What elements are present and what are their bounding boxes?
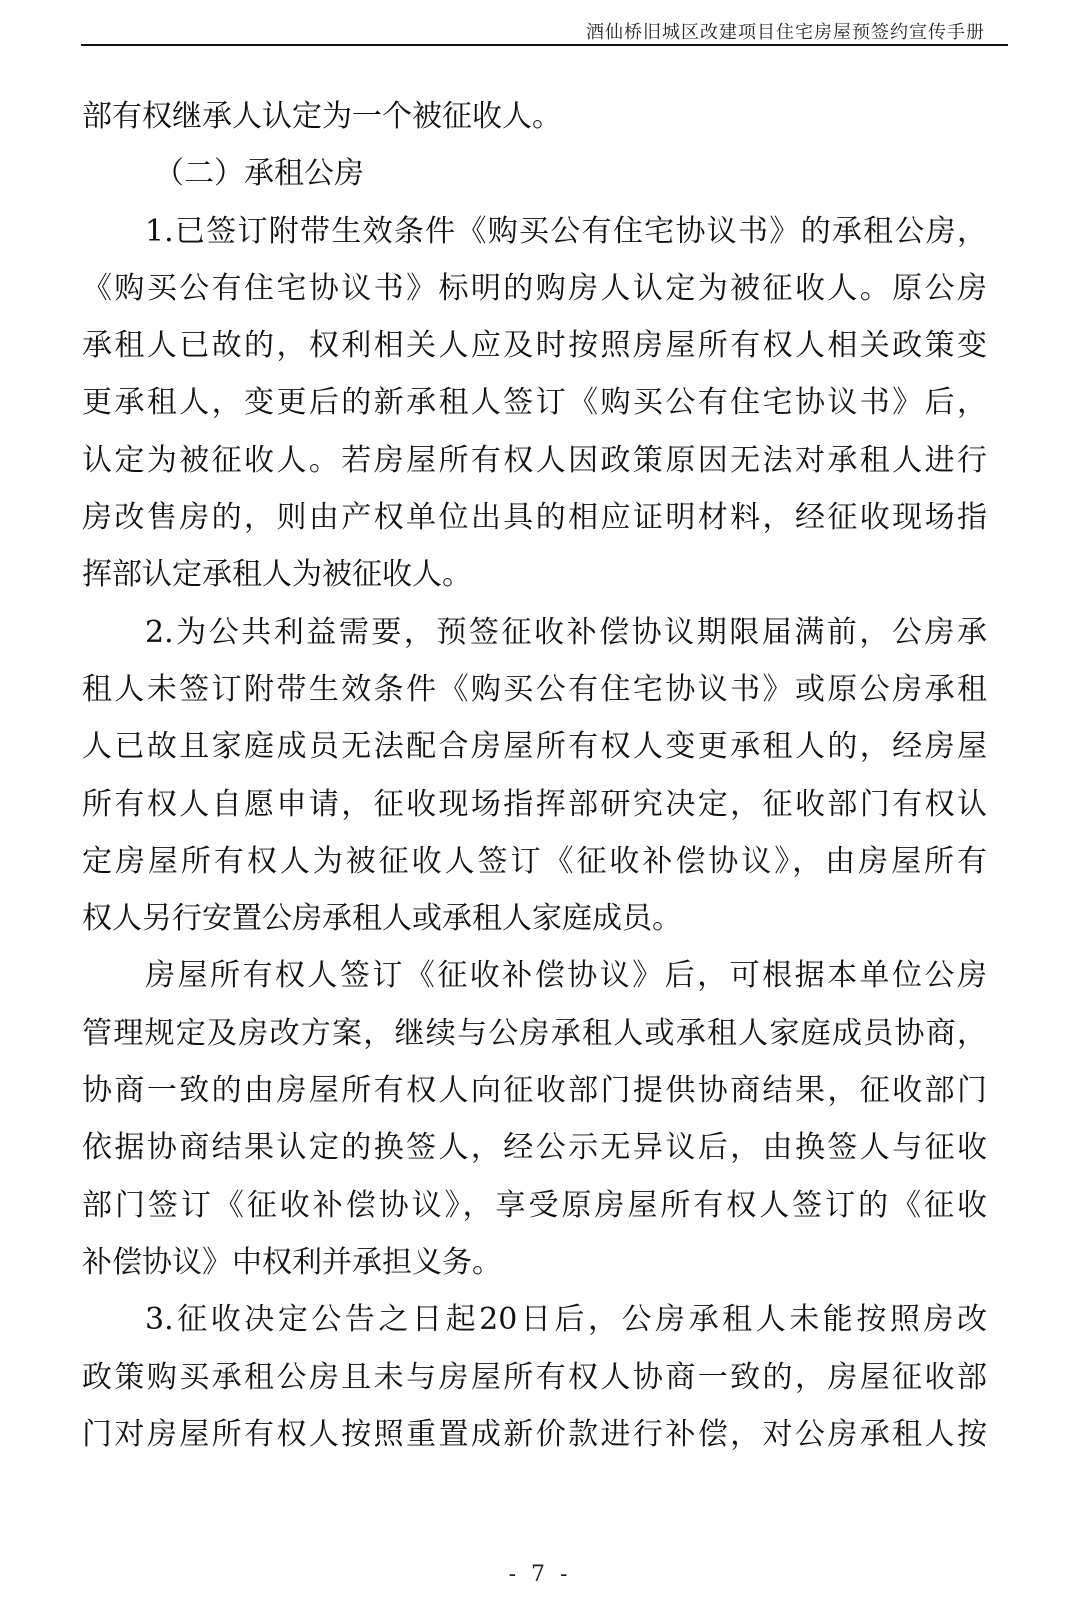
- paragraph-line: 依据协商结果认定的换签人，经公示无异议后，由换签人与征收: [82, 1130, 987, 1166]
- document-body: [82, 88, 987, 1463]
- paragraph-line: 权人另行安置公房承租人或承租人家庭成员。: [82, 901, 682, 937]
- paragraph-line: 《购买公有住宅协议书》标明的购房人认定为被征收人。原公房: [82, 270, 987, 306]
- paragraph-line: 房屋所有权人签订《征收补偿协议》后，可根据本单位公房: [145, 958, 987, 994]
- paragraph-line: 门对房屋所有权人按照重置成新价款进行补偿，对公房承租人按: [82, 1416, 987, 1452]
- section-heading: （二）承租公房: [154, 156, 364, 192]
- paragraph-line: 所有权人自愿申请，征收现场指挥部研究决定，征收部门有权认: [82, 786, 987, 822]
- document-title: 酒仙桥旧城区改建项目住宅房屋预签约宣传手册: [586, 22, 985, 43]
- paragraph-line: 更承租人，变更后的新承租人签订《购买公有住宅协议书》后，: [82, 385, 987, 421]
- paragraph-line: 部门签订《征收补偿协议》，享受原房屋所有权人签订的《征收: [82, 1187, 987, 1223]
- page-number: - 7 -: [508, 1562, 572, 1587]
- paragraph-line: 2.为公共利益需要，预签征收补偿协议期限届满前，公房承: [145, 614, 987, 650]
- header-divider: [81, 44, 1008, 46]
- paragraph-line: 认定为被征收人。若房屋所有权人因政策原因无法对承租人进行: [82, 442, 987, 478]
- paragraph-line: 3.征收决定公告之日起20日后，公房承租人未能按照房改: [145, 1302, 987, 1338]
- paragraph-line: 管理规定及房改方案，继续与公房承租人或承租人家庭成员协商，: [82, 1015, 987, 1051]
- paragraph-line: 1.已签订附带生效条件《购买公有住宅协议书》的承租公房，: [145, 213, 987, 249]
- paragraph-line: 补偿协议》中权利并承担义务。: [82, 1244, 502, 1280]
- paragraph-line: 政策购买承租公房且未与房屋所有权人协商一致的，房屋征收部: [82, 1359, 987, 1395]
- paragraph-line: 人已故且家庭成员无法配合房屋所有权人变更承租人的，经房屋: [82, 729, 987, 765]
- paragraph-line: 定房屋所有权人为被征收人签订《征收补偿协议》，由房屋所有: [82, 843, 987, 879]
- paragraph-line: 挥部认定承租人为被征收人。: [82, 557, 472, 593]
- paragraph-line: 协商一致的由房屋所有权人向征收部门提供协商结果，征收部门: [82, 1073, 987, 1109]
- paragraph-line: 租人未签订附带生效条件《购买公有住宅协议书》或原公房承租: [82, 671, 987, 707]
- paragraph-line: 承租人已故的，权利相关人应及时按照房屋所有权人相关政策变: [82, 328, 987, 364]
- running-header: [0, 0, 1080, 50]
- paragraph-line: 部有权继承人认定为一个被征收人。: [82, 99, 562, 134]
- paragraph-line: 房改售房的，则由产权单位出具的相应证明材料，经征收现场指: [82, 500, 987, 536]
